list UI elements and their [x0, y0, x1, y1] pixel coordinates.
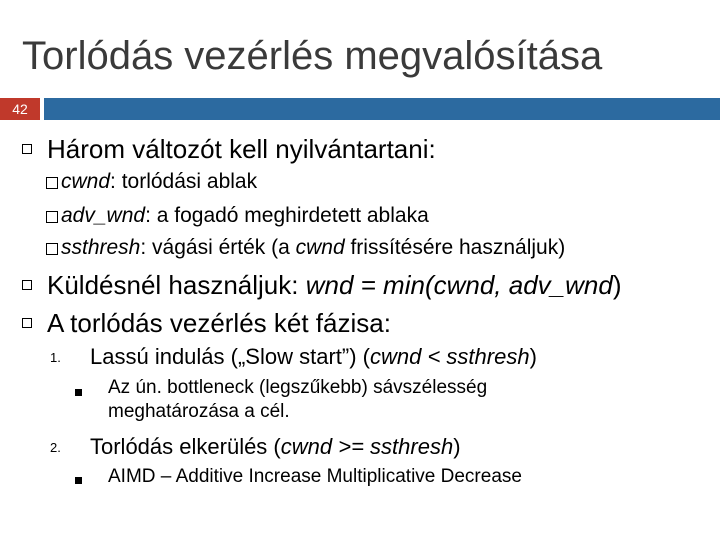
bullet-text: Küldésnél használjuk: — [47, 270, 306, 300]
square-bullet-icon — [46, 211, 58, 223]
phase-text: Torlódás elkerülés ( — [90, 434, 281, 459]
formula-wnd: wnd = min(cwnd, adv_wnd — [305, 270, 613, 300]
title-underline-bar — [44, 98, 720, 120]
square-bullet-icon — [22, 280, 32, 290]
phase-number: 1. — [50, 350, 61, 365]
page-number-badge: 42 — [0, 98, 40, 120]
filled-square-bullet-icon — [75, 477, 82, 484]
bullet-text-end: ) — [612, 270, 622, 300]
sub-item-text: frissítésére használjuk) — [344, 236, 566, 259]
sub-item-text: : vágási érték (a — [140, 236, 296, 259]
detail-line: Az ún. bottleneck (legszűkebb) sávszélesség — [108, 377, 488, 398]
sub-item-text: : a fogadó meghirdetett ablaka — [145, 204, 429, 227]
square-bullet-icon — [22, 318, 32, 328]
term-cwnd: cwnd — [295, 236, 345, 259]
page-title: Torlódás vezérlés megvalósítása — [22, 34, 603, 78]
phase-congestion-avoidance — [90, 434, 461, 460]
sub-item-cwnd — [46, 170, 257, 194]
bullet-text: Három változót kell nyilvántartani: — [47, 134, 436, 164]
sub-item-adv-wnd — [46, 204, 429, 228]
term-adv-wnd: adv_wnd — [61, 204, 146, 227]
square-bullet-icon — [46, 177, 58, 189]
phase-text: Lassú indulás („Slow start”) ( — [90, 344, 370, 369]
phase-detail-aimd: AIMD – Additive Increase Multiplicative Decrease — [108, 466, 522, 487]
term-cwnd: cwnd — [61, 170, 111, 193]
bullet-text: A torlódás vezérlés két fázisa: — [47, 308, 391, 338]
phase-detail-bottleneck — [108, 376, 487, 424]
sub-item-ssthresh — [46, 236, 565, 260]
phase-text-end: ) — [453, 434, 461, 459]
square-bullet-icon — [22, 144, 32, 154]
phase-number: 2. — [50, 440, 61, 455]
term-ssthresh: ssthresh — [61, 236, 141, 259]
phase-slow-start — [90, 344, 537, 370]
filled-square-bullet-icon — [75, 389, 82, 396]
detail-line: meghatározása a cél. — [108, 401, 290, 422]
square-bullet-icon — [46, 243, 58, 255]
phase-condition: cwnd < ssthresh — [369, 344, 530, 369]
phase-text-end: ) — [529, 344, 537, 369]
phase-condition: cwnd >= ssthresh — [280, 434, 454, 459]
sub-item-text: : torlódási ablak — [110, 170, 258, 193]
